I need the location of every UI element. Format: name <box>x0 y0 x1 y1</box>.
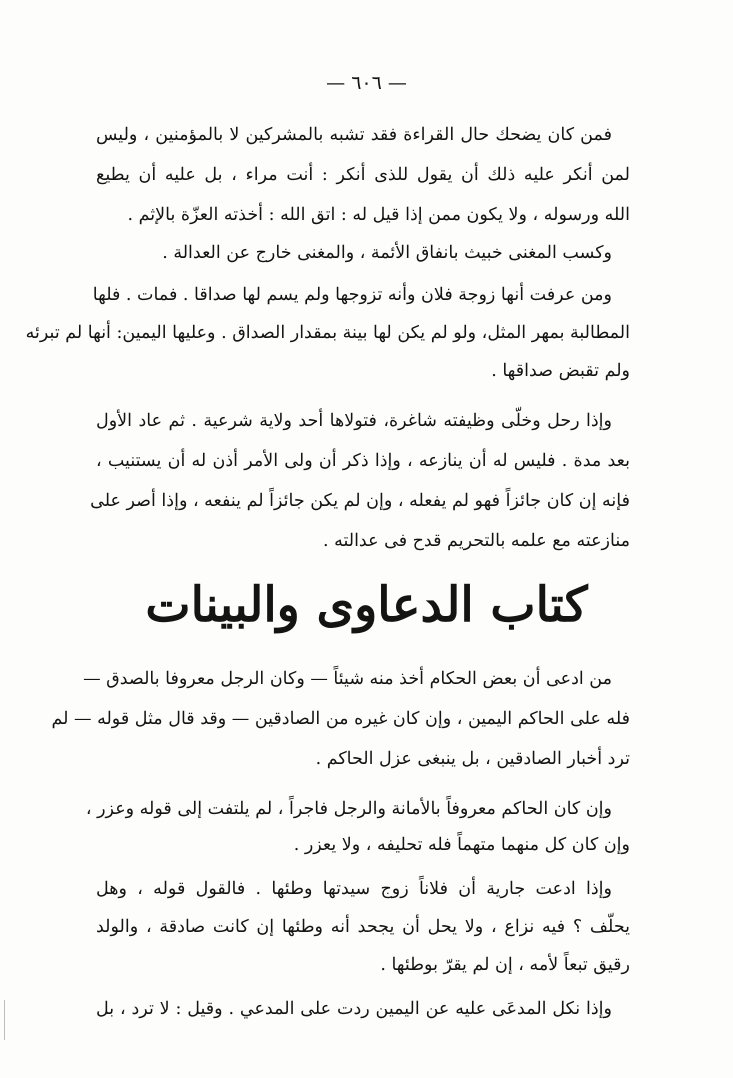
text-line: ترد أخبار الصادقين ، بل ينبغى عزل الحاكم . <box>315 749 630 769</box>
text-line: لمن أنكر عليه ذلك أن يقول للذى أنكر : أنت مراء ، بل عليه أن يطيع <box>96 165 630 185</box>
scan-edge-mark <box>4 1000 5 1040</box>
text-line: فمن كان يضحك حال القراءة فقد تشبه بالمشركين لا بالمؤمنين ، وليس <box>96 125 612 145</box>
text-line: فله على الحاكم اليمين ، وإن كان غيره من الصادقين — وقد قال مثل قوله — لم <box>51 709 630 729</box>
text-line: وإن كان كل منهما متهماً فله تحليفه ، ولا يعزر . <box>293 835 630 855</box>
page-number: — ٦٠٦ — <box>326 72 407 94</box>
section-title: كتاب الدعاوى والبينات <box>145 577 588 633</box>
text-line: المطالبة بمهر المثل، ولو لم يكن لها بينة بمقدار الصداق . وعليها اليمين: أنها لم تبرئه <box>25 323 630 343</box>
text-line: الله ورسوله ، ولا يكون ممن إذا قيل له : اتق الله : أخذته العزّة بالإثم . <box>127 205 630 225</box>
text-line: ولم تقبض صداقها . <box>491 361 630 381</box>
bottom-text-block <box>51 662 630 1042</box>
text-line: من ادعى أن بعض الحكام أخذ منه شيئاً — وكان الرجل معروفا بالصدق — <box>83 669 612 689</box>
text-line: وإذا رحل وخلّى وظيفته شاغرة، فتولاها أحد ولاية شرعية . ثم عاد الأول <box>96 411 612 431</box>
text-line: يحلّف ؟ فيه نزاع ، ولا يحل أن يجحد أنه وطئها إن كانت صادقة ، والولد <box>96 917 630 937</box>
text-line: وإذا ادعت جارية أن فلاناً زوج سيدتها وطئها . فالقول قوله ، وهل <box>96 879 612 899</box>
text-line: فإنه إن كان جائزاً فهو لم يفعله ، وإن لم يكن جائزاً لم ينفعه ، وإذا أصر على <box>90 491 630 511</box>
text-line: وإن كان الحاكم معروفاً بالأمانة والرجل فاجراً ، لم يلتفت إلى قوله وعزر ، <box>85 799 612 819</box>
top-text-block <box>25 118 630 551</box>
text-line: منازعته مع علمه بالتحريم قدح فى عدالته . <box>322 531 630 551</box>
text-line: ومن عرفت أنها زوجة فلان وأنه تزوجها ولم يسم لها صداقا . فمات . فلها <box>92 285 612 305</box>
text-line: رقيق تبعاً لأمه ، إن لم يقرّ بوطئها . <box>380 955 630 975</box>
text-line: وإذا نكل المدعَى عليه عن اليمين ردت على المدعي . وقيل : لا ترد ، بل <box>96 999 612 1019</box>
text-line: وكسب المغنى خبيث بانفاق الأئمة ، والمغنى خارج عن العدالة . <box>162 243 612 263</box>
text-line: بعد مدة . فليس له أن ينازعه ، وإذا ذكر أن ولى الأمر أذن له أن يستنيب ، <box>96 451 630 471</box>
